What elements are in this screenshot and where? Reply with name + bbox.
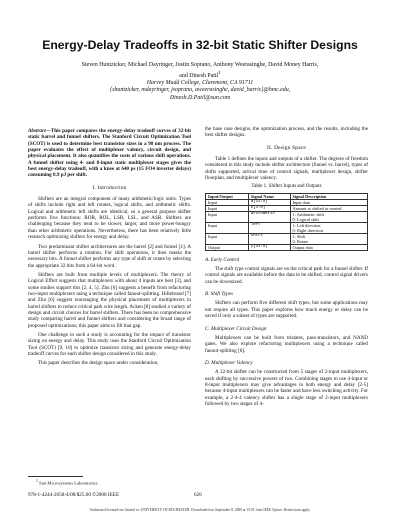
column-header: Input/Output (206, 193, 249, 199)
paragraph: Shifters are built from multiple levels of multiplexers. The theory of Logical Effort suggests that multiplexers with about 4 inputs are best [3], and some studies support this [2, 4, 5]. Zhu [6] suggests a benefit from refactoring two-input multiplexers using a technique called fanout-splitting. Hillebrand [7] and Zhu [6] suggest rearranging the physical placement of multiplexers in barrel shifters to reduce critical path wire length. Acken [8] studied a variety of design and circuit choices for barrel shifters. There has been no comprehensive study comparing barrel and funnel shifters and considering the broad range of proposed optimizations; this paper aims to fill that gap. (28, 271, 191, 329)
table-row: Output y[31:0] Output data (206, 244, 368, 250)
author-block (30, 62, 370, 102)
left-column (28, 128, 191, 370)
table-row: Input a[31:0] Input data (206, 199, 368, 205)
subsection-heading: B. Shift Types (205, 291, 234, 298)
isbn-footer: 978-1-4244-2658-4/08/$25.00 ©2008 IEEE (28, 492, 120, 498)
paragraph: Table 1 defines the inputs and outputs of a shifter. The degrees of freedom considered in this study include shifter architecture (funnel vs. barrel), types of shifts supported, arrival time of control signals, multiplexer design, shifter floorplan, and multiplexer valency. (205, 156, 368, 182)
table-row: Input left 1: Left direction (206, 222, 368, 228)
footnote-mark: 1 (218, 70, 221, 76)
section-heading-design-space: II. Design Space (267, 144, 306, 151)
table-caption: Table 1. Shifter Inputs and Outputs (251, 184, 322, 190)
paragraph: the base case designs, the optimization process, and the results, including the best shifter designs. (205, 126, 368, 139)
license-note: Authorized licensed use limited to: UNIVERSITY OF ROCHESTER. Downloaded on September 8, 2009 at 15:01 from IEEE Xplore. Restrictions apply. (89, 508, 311, 512)
paragraph: Multiplexers can be built from tristates, pass-transistors, and NAND gates. We also explore refactoring multiplexers using a technique called fanout-splitting [6]. (205, 334, 368, 354)
paragraph: One challenge in such a study is accounting for the impact of transistor sizing on energy and delay. This study uses the Stanford Circuit Optimization Tool (SCOT) [9, 10] to optimize transistor sizing and generate energy-delay tradeoff curves for each shifter design considered in this study. (28, 331, 191, 357)
abstract: Abstract—This paper compares the energy-delay tradeoff curves of 32-bit static barrel and funnel shifters. The Stanford Circuit Optimization Tool (SCOT) is used to determine best transistor sizes in a 90 nm process. The paper evaluates the effect of multiplexer valency, circuit design, and physical placement. It also quantifies the costs of various shift operations. A funnel shifter using 4- and 8-input static multiplexer stages gives the best energy-delay tradeoff, with a knee at 640 ps (15 FO4 inverter delays) consuming 0.9 pJ per shift. (28, 128, 191, 179)
author-email-2: Dinesh.D.Patil@sun.com (169, 94, 231, 101)
paragraph: The shift type control signals are on the critical path for a funnel shifter. If control signals are available before the data to be shifted, control signal drivers can be downsized. (205, 266, 368, 285)
paragraph: Two predominant shifter architectures are the barrel [2] and funnel [1]. A barrel shifter performs a rotation. For shift operations, it then masks the necessary bits. A funnel shifter performs any type of shift or rotate by selecting the appropriate 32 bits from a 64-bit word. (28, 243, 191, 269)
author-names-line2: and Dinesh Patil$^1$ (179, 70, 221, 79)
right-column (205, 126, 368, 410)
signal-table (205, 193, 368, 251)
paper-title: Energy-Delay Tradeoffs in 32-bit Static Shifter Designs (42, 38, 358, 52)
author-emails: {shuntzicker, mdayringer, jsoprano, aweerasinghe, david_harris}@hmc.edu, (109, 87, 291, 94)
table-row: 0: Logical shift (206, 217, 368, 223)
paragraph: Shifters are an integral component of many arithmetic/logic units. Types of shifts include right and left rotates, logical shifts, and arithmetic shifts. Logical and arithmetic left shifts are identical, so a general purpose shifter performs five functions: ROR, ROL, LSR, LSL, and ASR. Shifters are challenging because they tend to be slower, larger, and more power-hungry than other arithmetic operations. Nevertheless, there has been relatively little research optimizing shifters for energy and delay. (28, 196, 191, 241)
affiliation: Harvey Mudd College, Claremont, CA 91711 (146, 79, 254, 86)
table-row: Input k[4:0] Amount to shifted or rotated (206, 205, 368, 211)
author-names: Steven Huntzicker, Michael Dayringer, Justin Soprano, Anthony Weerasinghe, David Money Harris, (81, 62, 319, 68)
table-row: 0: Rotate (206, 239, 368, 245)
paragraph: A 32-bit shifter can be constructed from 5 stages of 2-input multiplexers, each shifting by successive powers of two. Combining stages to use 4-input or 8-input multiplexers may give advantages in both energy and delay [2-5] because 4-input multiplexers can be faster and have less switching activity. For example, a 2-4-4 valency shifter has a single stage of 2-input multiplexers followed by two stages of 4- (205, 369, 368, 407)
footnote: $^1$ Sun Microsystems Laboratories (36, 479, 98, 486)
paragraph: Shifters can perform five different shift types, but some applications may not require all types. This paper explores how much energy or delay can be saved if only a subset of types are supported. (205, 300, 368, 320)
column-header: Signal Description (290, 193, 367, 199)
section-heading-introduction: I. Introduction (92, 184, 127, 191)
subsection-heading: A. Early Control (205, 256, 240, 263)
subsection-heading: D. Multiplexer Valency (205, 359, 253, 366)
column-header: Signal Name (248, 193, 290, 199)
table-row: Input shift 1: Shift (206, 233, 368, 239)
paragraph: This paper describes the design space under consideration, (38, 360, 159, 367)
footnote-rule (28, 476, 83, 477)
table-row: Input arithmetic 1: Arithmetic shift (206, 211, 368, 217)
table-row: 0: Right direction (206, 228, 368, 234)
subsection-heading: C. Multiplexer Circuit Design (205, 325, 267, 332)
page-number: 626 (194, 492, 202, 498)
